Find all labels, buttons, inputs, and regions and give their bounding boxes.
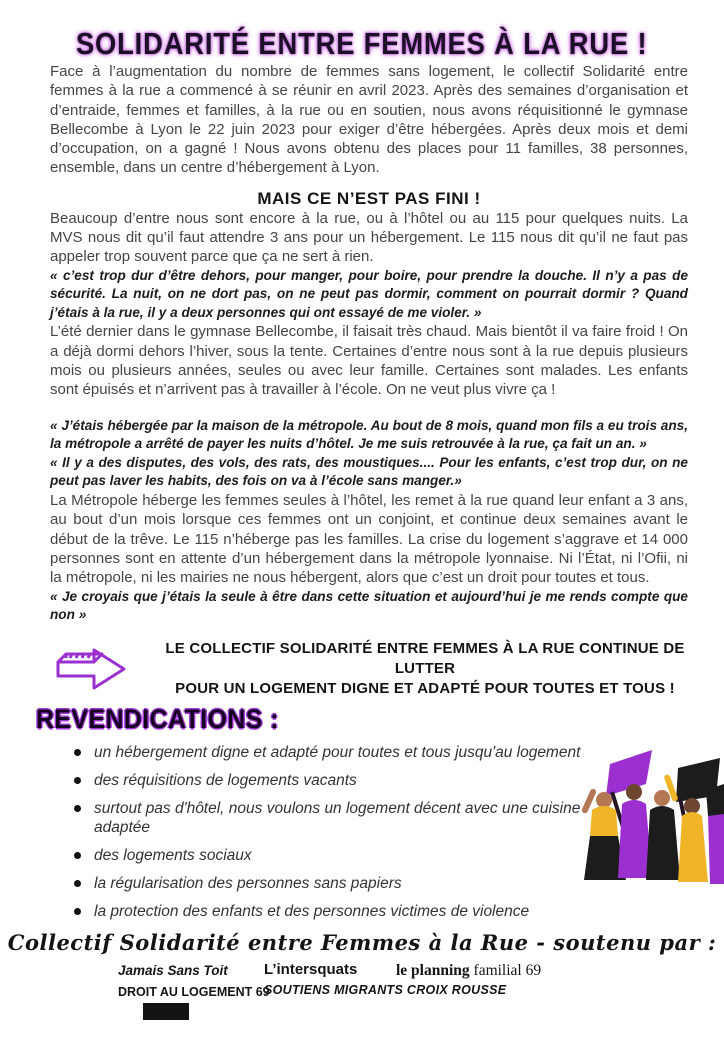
testimony-quote-2: « J’étais hébergée par la maison de la métropole. Au bout de 8 mois, quand mon fils a eu trois ans, la métropole a arrêté de payer les nuits d’hôtel. Je me suis retrouvée à la rue, ça fait un an. » [50, 417, 688, 452]
testimony-quote-4: « Je croyais que j’étais la seule à être dans cette situation et aujourd’hui je me rends compte que non » [50, 588, 688, 623]
list-item: des réquisitions de logements vacants [72, 771, 604, 790]
partner-droit-au-logement: DROIT AU LOGEMENT 69 [118, 984, 270, 999]
right-arrow-icon [50, 638, 134, 700]
revendications-list [72, 743, 604, 921]
black-logo-block [143, 1003, 189, 1020]
footer-collective-line: Collectif Solidarité entre Femmes à la Rue - soutenu par : [7, 929, 717, 955]
flyer-page [0, 26, 724, 1050]
testimony-quote-3: « Il y a des disputes, des vols, des rats, des moustiques.... Pour les enfants, c’est trop dur, on ne peut pas laver les habits, des fois on va à l’école sans manger.» [50, 454, 688, 489]
list-item: surtout pas d'hôtel, nous voulons un logement décent avec une cuisine adaptée [72, 799, 604, 837]
list-item: un hébergement digne et adapté pour toutes et tous jusqu'au logement [72, 743, 604, 762]
intro-paragraph: Face à l’augmentation du nombre de femmes sans logement, le collectif Solidarité entre femmes à la rue a commencé à se réunir en avril 2023. Après des semaines d’organisation et d’entraide, femmes et familles, à la rue ou en soutien, nous avons réquisitionné le gymnase Bellecombe à Lyon le 22 juin 2023 pour exiger d’être hébergées. Après deux mois et demi d’occupation, on a gagné ! Nous avons obtenu des places pour 11 familles, 38 personnes, ensemble, dans un centre d’hébergement à Lyon. [50, 63, 688, 177]
callout-line-2: POUR UN LOGEMENT DIGNE ET ADAPTÉ POUR TOUTES ET TOUS ! [175, 679, 675, 697]
page-title-text: SOLIDARITÉ ENTRE FEMMES À LA RUE ! [76, 26, 648, 61]
partner-jamais-sans-toit: Jamais Sans Toit [118, 962, 228, 978]
page-title [0, 26, 724, 62]
revendications-heading: REVENDICATIONS : [36, 703, 279, 734]
callout-text [148, 639, 702, 699]
paragraph-2: L’été dernier dans le gymnase Bellecombe, il faisait très chaud. Mais bientôt il va faire froid ! On a déjà dormi dehors l’hiver, sous la tente. Certaines d’entre nous sont à la rue depuis plusieurs mois ou plusieurs années, seules ou avec leur famille. Certaines sont malades. Les enfants sont épuisés et n’arrivent pas à travailler à l’école. On ne veut plus vivre ça ! [50, 323, 688, 399]
section-heading: MAIS CE N’EST PAS FINI ! [257, 188, 481, 208]
partner-planning-familial: le planning familial 69 [396, 961, 542, 979]
protest-women-illustration [582, 744, 724, 890]
list-item: la régularisation des personnes sans papiers [72, 874, 604, 893]
callout-line-1: LE COLLECTIF SOLIDARITÉ ENTRE FEMMES À LA RUE CONTINUE DE LUTTER [165, 639, 685, 677]
list-item: des logements sociaux [72, 846, 604, 865]
partner-soutiens-migrants: SOUTIENS MIGRANTS CROIX ROUSSE [264, 982, 507, 997]
footer [0, 930, 724, 1050]
callout-banner [50, 638, 702, 700]
testimony-quote-1: « c’est trop dur d’être dehors, pour manger, pour boire, pour prendre la douche. Il n’y a pas de sécurité. La nuit, on ne dort pas, on ne peut pas dormir, comment on pourrait dormir ? Quand j’étais à la rue, il y a deux personnes qui ont essayé de me violer. » [50, 267, 688, 320]
section1-paragraph: Beaucoup d’entre nous sont encore à la rue, ou à l’hôtel ou au 115 pour quelques nuits. La MVS nous dit qu’il faut attendre 3 ans pour un hébergement. Le 115 nous dit qu’il ne faut pas appeler trop souvent parce que ça ne sert à rien. [50, 209, 688, 266]
paragraph-3: La Métropole héberge les femmes seules à l’hôtel, les remet à la rue quand leur enfant a 3 ans, au bout d’un mois lorsque ces femmes ont un conjoint, et continue deux semaines avant le début de la trêve. Le 115 n’héberge pas les familles. La crise du logement s’aggrave et 14 000 personnes sont en attente d’un hébergement dans la métropole lyonnaise. Ni l’État, ni l’Ofii, ni la métropole, ni les mairies ne nous hébergent, alors que c’est un droit pour toutes et tous. [50, 492, 688, 587]
list-item: la protection des enfants et des personnes victimes de violence [72, 902, 604, 921]
partner-intersquats: L’intersquats [264, 960, 358, 978]
